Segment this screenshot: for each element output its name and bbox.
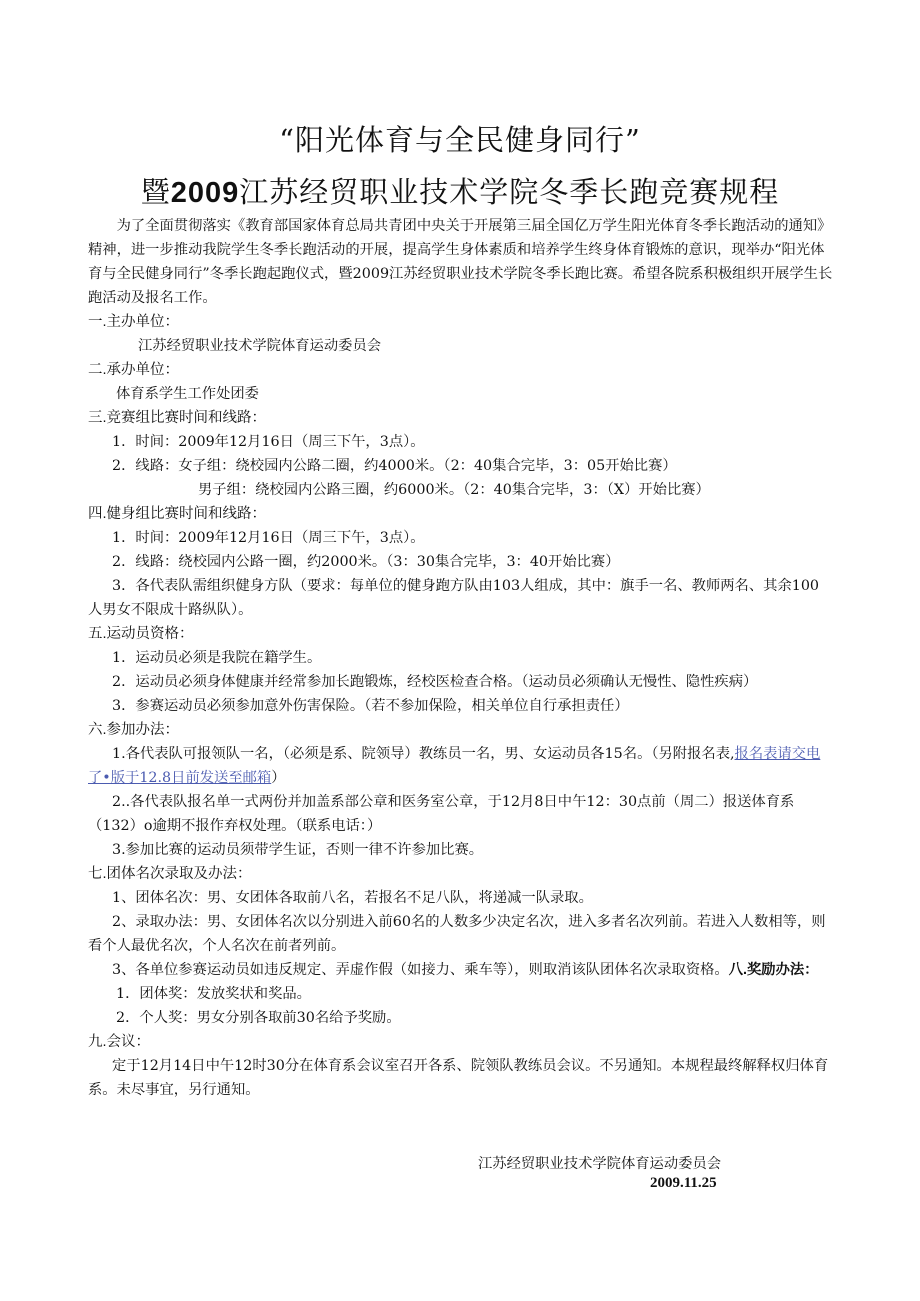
- section-5-item-2: 2．运动员必须身体健康并经常参加长跑锻炼，经校医检查合格。（运动员必须确认无慢性、隐性疾病）: [112, 674, 758, 690]
- section-8-item-1: 1．团体奖：发放奖状和奖品。: [116, 986, 311, 1002]
- section-7-item-3: [88, 958, 833, 982]
- section-6-item-1-text: 1.各代表队可报领队一名，（必须是系、院领导）教练员一名，男、女运动员各15名。（另附报名表,: [112, 746, 735, 762]
- section-4-item-2: 2．线路：绕校园内公路一圈，约2000米。（3：30集合完毕，3：40开始比赛）: [112, 554, 620, 570]
- section-5-item-1: 1．运动员必须是我院在籍学生。: [112, 650, 322, 666]
- title-line-2: [0, 170, 920, 211]
- section-5-item-3: 3．参赛运动员必须参加意外伤害保险。（若不参加保险，相关单位自行承担责任）: [112, 698, 629, 714]
- title-line-1: “阳光体育与全民健身同行”: [279, 123, 641, 157]
- section-3-item-2: 2．线路：女子组：绕校园内公路二圈，约4000米。（2：40集合完毕，3：05开始比赛）: [112, 458, 677, 474]
- title-prefix: 暨: [140, 175, 171, 209]
- section-6-item-1: [88, 742, 833, 790]
- title-year: 2009: [170, 177, 240, 209]
- section-6-item-2: 2..各代表队报名单一式两份并加盖系部公章和医务室公章，于12月8日中午12：30点前（周二）报送体育系（132）o逾期不报作弃权处理。（联系电话：）: [88, 794, 795, 834]
- section-7-item-2: 2、录取办法：男、女团体名次以分别进入前60名的人数多少决定名次，进入多者名次列前。若进入人数相等，则看个人最优名次，个人名次在前者列前。: [88, 914, 826, 954]
- section-1-heading: 一.主办单位：: [88, 314, 180, 330]
- intro-paragraph: 为了全面贯彻落实《教育部国家体育总局共青团中央关于开展第三届全国亿万学生阳光体育冬季长跑活动的通知》精神，进一步推动我院学生冬季长跑活动的开展，提高学生身体素质和培养学生终身体育锻炼的意识，现举办“阳光体育与全民健身同行”冬季长跑起跑仪式，暨2009江苏经贸职业技术学院冬季长跑比赛。希望各院系积极组织开展学生长跑活动及报名工作。: [88, 218, 833, 306]
- section-9-heading: 九.会议：: [88, 1034, 151, 1050]
- section-4-heading: 四.健身组比赛时间和线路：: [88, 506, 267, 522]
- section-6-item-3: 3.参加比赛的运动员须带学生证，否则一律不许参加比赛。: [112, 842, 484, 858]
- section-4-item-3: 3．各代表队需组织健身方队（要求：每单位的健身跑方队由103人组成，其中：旗手一名、教师两名、其余100人男女不限成十路纵队）。: [88, 578, 820, 618]
- section-8-item-2: 2．个人奖：男女分别各取前30名给予奖励。: [116, 1010, 401, 1026]
- section-3-item-2b: 男子组：绕校园内公路三圈，约6000米。（2：40集合完毕，3：（X）开始比赛）: [198, 482, 710, 498]
- title-rest: 江苏经贸职业技术学院冬季长跑竞赛规程: [239, 175, 780, 209]
- document-body: [88, 214, 833, 1102]
- section-5-heading: 五.运动员资格：: [88, 626, 194, 642]
- section-4-item-1: 1．时间：2009年12月16日（周三下午，3点）。: [112, 530, 425, 546]
- section-6-item-1-end: ）: [271, 770, 286, 786]
- section-2-content: 体育系学生工作处团委: [116, 386, 259, 402]
- registration-email-link[interactable]: 报名表请交电了•版于12.8日前发送至邮箱: [88, 746, 821, 786]
- section-3-heading: 三.竞赛组比赛时间和线路：: [88, 410, 267, 426]
- section-3-item-1: 1．时间：2009年12月16日（周三下午，3点）。: [112, 434, 425, 450]
- section-2-heading: 二.承办单位：: [88, 362, 180, 378]
- section-6-heading: 六.参加办法：: [88, 722, 180, 738]
- section-1-content: 江苏经贸职业技术学院体育运动委员会: [138, 338, 382, 354]
- section-7-heading: 七.团体名次录取及办法：: [88, 866, 252, 882]
- section-8-heading: 八.奖励办法：: [728, 962, 819, 978]
- document-date: 2009.11.25: [650, 1175, 717, 1191]
- section-7-item-1: 1、团体名次：男、女团体各取前八名，若报名不足八队，将递减一队录取。: [112, 890, 593, 906]
- signature: 江苏经贸职业技术学院体育运动委员会: [478, 1156, 722, 1172]
- section-7-item-3-text: 3、各单位参赛运动员如违反规定、弄虚作假（如接力、乘车等），则取消该队团体名次录取资格。: [112, 962, 729, 978]
- section-9-content: 定于12月14日中午12时30分在体育系会议室召开各系、院领队教练员会议。不另通知。本规程最终解释权归体育系。未尽事宜，另行通知。: [88, 1058, 829, 1098]
